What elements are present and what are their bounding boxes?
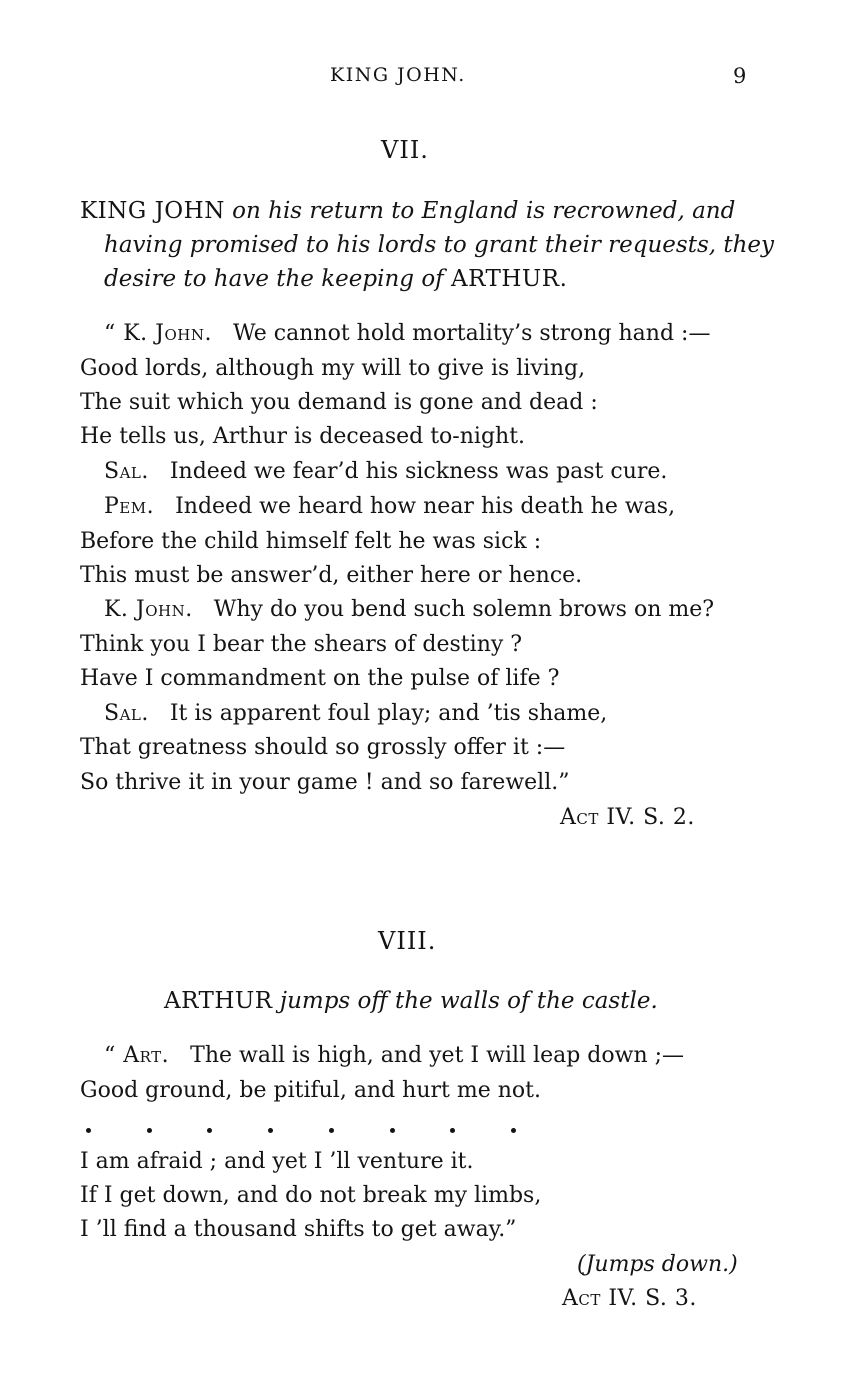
speaker-name: K. John. bbox=[104, 597, 193, 622]
ellipsis-dot bbox=[147, 1128, 152, 1133]
act-scene-reference: Act IV. S. 3. bbox=[562, 1286, 697, 1311]
verse-text: Have I commandment on the pulse of life ? bbox=[80, 666, 560, 691]
section-summary-line-1 bbox=[80, 194, 735, 228]
omission-dots bbox=[86, 1124, 516, 1136]
summary-italic-1: jumps off the walls of the castle. bbox=[272, 988, 658, 1014]
stage-direction: (Jumps down.) bbox=[577, 1252, 738, 1277]
summary-italic-3: desire to have the keeping of bbox=[104, 266, 451, 292]
ellipsis-dot bbox=[86, 1128, 91, 1133]
verse-text: Good ground, be pitiful, and hurt me not. bbox=[80, 1078, 541, 1103]
speaker-name: “ K. John. bbox=[104, 321, 212, 346]
verse-text: I ’ll find a thousand shifts to get away.” bbox=[80, 1217, 517, 1242]
verse-line bbox=[80, 666, 559, 691]
section-summary-line-1 bbox=[164, 984, 658, 1018]
ellipsis-dot bbox=[268, 1128, 273, 1133]
verse-text: We cannot hold mortality’s strong hand :— bbox=[232, 321, 711, 346]
summary-italic-2: having promised to his lords to grant their requests, they bbox=[104, 232, 775, 258]
ellipsis-dot bbox=[450, 1128, 455, 1133]
verse-line bbox=[80, 563, 582, 588]
verse-text: This must be answer’d, either here or hence. bbox=[80, 563, 583, 588]
verse-line bbox=[80, 529, 541, 554]
verse-text: The suit which you demand is gone and dead : bbox=[80, 390, 598, 415]
page-number: 9 bbox=[733, 64, 747, 88]
verse-line bbox=[104, 494, 675, 519]
speaker-name: Sal. bbox=[104, 701, 149, 726]
summary-italic-1: on his return to England is recrowned, and bbox=[224, 198, 736, 224]
verse-line bbox=[80, 1183, 541, 1208]
section-numeral-vii: VII. bbox=[381, 136, 429, 164]
verse-text: It is apparent foul play; and ’tis shame, bbox=[169, 701, 608, 726]
verse-text: Why do you bend such solemn brows on me? bbox=[213, 597, 715, 622]
verse-text: So thrive it in your game ! and so farewell.” bbox=[80, 770, 570, 795]
act-scene-reference: Act IV. S. 2. bbox=[560, 805, 695, 830]
ellipsis-dot bbox=[511, 1128, 516, 1133]
ellipsis-dot bbox=[390, 1128, 395, 1133]
verse-line bbox=[80, 1078, 541, 1103]
summary-lead-caps: ARTHUR bbox=[164, 988, 273, 1014]
section-summary-line-3 bbox=[104, 262, 567, 296]
verse-text: That greatness should so grossly offer it :— bbox=[80, 735, 566, 760]
verse-text: Indeed we heard how near his death he was, bbox=[175, 494, 676, 519]
verse-text: Indeed we fear’d his sickness was past cure. bbox=[169, 459, 668, 484]
ellipsis-dot bbox=[329, 1128, 334, 1133]
running-head: KING JOHN. bbox=[330, 64, 466, 86]
summary-caps-3: ARTHUR. bbox=[451, 266, 568, 292]
verse-line bbox=[80, 390, 598, 415]
verse-line bbox=[104, 459, 667, 484]
verse-line bbox=[104, 1043, 684, 1068]
verse-line bbox=[80, 424, 525, 449]
section-numeral-viii: VIII. bbox=[378, 927, 437, 955]
verse-line bbox=[80, 1149, 473, 1174]
verse-text: Think you I bear the shears of destiny ? bbox=[80, 632, 523, 657]
verse-line bbox=[80, 770, 570, 795]
verse-text: He tells us, Arthur is deceased to-night. bbox=[80, 424, 526, 449]
verse-text: Before the child himself felt he was sick : bbox=[80, 529, 542, 554]
verse-text: The wall is high, and yet I will leap down ;— bbox=[190, 1043, 685, 1068]
verse-line bbox=[80, 632, 522, 657]
speaker-name: Sal. bbox=[104, 459, 149, 484]
verse-line bbox=[80, 356, 585, 381]
verse-text: Good lords, although my will to give is living, bbox=[80, 356, 586, 381]
verse-line bbox=[104, 597, 714, 622]
section-summary-line-2 bbox=[104, 228, 774, 262]
verse-line bbox=[104, 701, 607, 726]
verse-line bbox=[80, 735, 565, 760]
speaker-name: “ Art. bbox=[104, 1043, 170, 1068]
ellipsis-dot bbox=[207, 1128, 212, 1133]
verse-line bbox=[104, 321, 710, 346]
speaker-name: Pem. bbox=[104, 494, 155, 519]
verse-line bbox=[80, 1217, 516, 1242]
summary-lead-caps: KING JOHN bbox=[80, 198, 225, 224]
verse-text: I am afraid ; and yet I ’ll venture it. bbox=[80, 1149, 474, 1174]
verse-text: If I get down, and do not break my limbs, bbox=[80, 1183, 542, 1208]
